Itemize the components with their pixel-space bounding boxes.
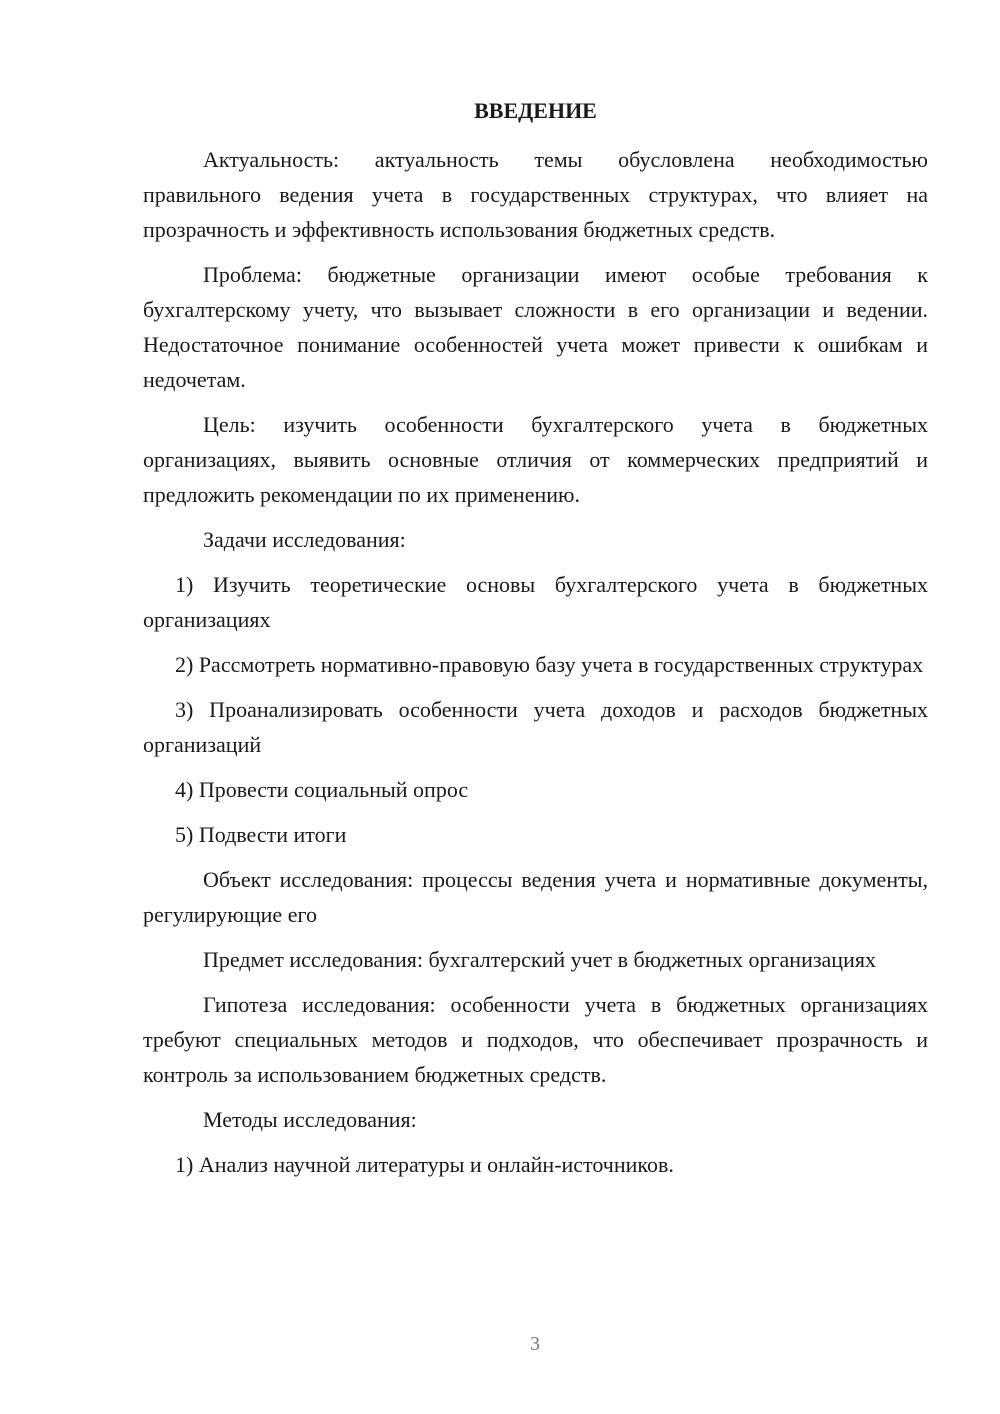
task-item-4: 4) Провести социальный опрос xyxy=(175,777,469,802)
paragraph-goal: Цель: изучить особенности бухгалтерского учета в бюджетных организациях, выявить основные отличия от коммерческих предприятий и предложить рекомендации по их применению. xyxy=(143,412,928,507)
task-item-2: 2) Рассмотреть нормативно-правовую базу учета в государственных структурах xyxy=(175,652,924,677)
document-page xyxy=(143,96,928,1192)
method-item-1: 1) Анализ научной литературы и онлайн-источников. xyxy=(175,1152,674,1177)
paragraph-methods-title: Методы исследования: xyxy=(203,1107,417,1132)
task-item-1: 1) Изучить теоретические основы бухгалтерского учета в бюджетных организациях xyxy=(143,572,928,632)
paragraph-relevance: Актуальность: актуальность темы обусловлена необходимостью правильного ведения учета в государственных структурах, что влияет на прозрачность и эффективность использования бюджетных средств. xyxy=(143,147,928,242)
paragraph-object: Объект исследования: процессы ведения учета и нормативные документы, регулирующие его xyxy=(143,867,928,927)
task-item-3: 3) Проанализировать особенности учета доходов и расходов бюджетных организаций xyxy=(143,697,928,757)
paragraph-tasks-title: Задачи исследования: xyxy=(203,527,406,552)
task-item-5: 5) Подвести итоги xyxy=(175,822,347,847)
page-number: 3 xyxy=(530,1333,540,1355)
paragraph-subject: Предмет исследования: бухгалтерский учет в бюджетных организациях xyxy=(203,947,876,972)
paragraph-hypothesis: Гипотеза исследования: особенности учета в бюджетных организациях требуют специальных методов и подходов, что обеспечивает прозрачность и контроль за использованием бюджетных средств. xyxy=(143,992,928,1087)
paragraph-problem: Проблема: бюджетные организации имеют особые требования к бухгалтерскому учету, что вызывает сложности в его организации и ведении. Недостаточное понимание особенностей учета может привести к ошибкам и недочетам. xyxy=(143,262,928,392)
document-heading: ВВЕДЕНИЕ xyxy=(474,98,597,123)
